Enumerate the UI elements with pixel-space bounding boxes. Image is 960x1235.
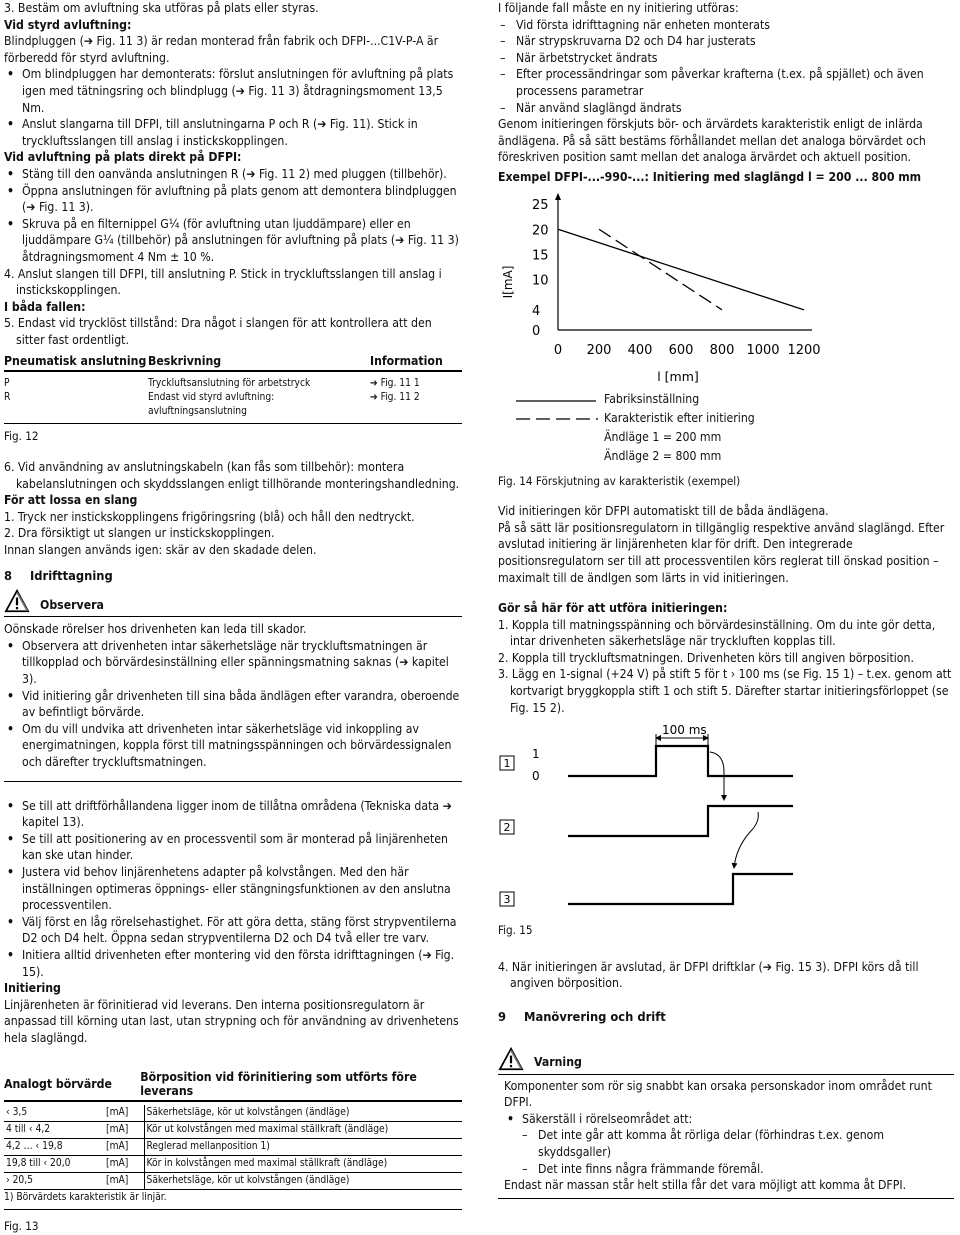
section-title: Manövrering och drift: [524, 1010, 666, 1026]
caution-box: [4, 589, 462, 781]
table-row: [4, 1105, 462, 1122]
table-cell: [mA]: [104, 1122, 144, 1139]
section-8-heading: [4, 569, 462, 586]
styrd-bullet: • Om blindpluggen har demonterats: förslut anslutningen för avluftning på plats igen med tätningsring och blindplugg (➔ Fig. 11 3) åtdragningsmoment 13,5 Nm.: [4, 66, 462, 116]
section-9-heading: [498, 1010, 954, 1027]
example-title: Exempel DFPI-...-990-...: Initiering med slaglängd l = 200 ... 800 mm: [498, 169, 922, 184]
step-4: 4. Anslut slangen till DFPI, till anslutning P. Stick in tryckluftsslangen till anslag i instickskopplingen.: [4, 266, 442, 298]
step-6: 6. Vid användning av anslutningskabeln (kan fås som tillbehör): montera kabelanslutningen och skyddsslangen enligt tillhörande monteringshandledning.: [4, 460, 460, 491]
section-number: 9: [498, 1010, 507, 1026]
table-header: Börposition vid förinitiering som utförts före leverans: [140, 1068, 462, 1101]
x-tick-label: 200: [586, 342, 612, 358]
howto-step: 1. Koppla till matningsspänning och börvärdesinställning. Om du inte gör detta, intar drivenheten säkerhetsläge när tryckluften kopplas till.: [498, 617, 936, 649]
x-tick-label: 1200: [787, 342, 821, 358]
caution-header: [4, 589, 462, 617]
table-cell: 4,2 … ‹ 19,8: [4, 1139, 104, 1156]
plats-bullet: • Skruva på en filternippel G¼ (för avluftning utan ljuddämpare) eller en ljuddämpare G¼ (tillbehör) på anslutningen för avluftning på plats (➔ Fig. 11 3) åtdragningsmoment 4 Nm ± 10 %.: [4, 216, 462, 266]
level-1-label: 1: [532, 747, 540, 762]
para-learn: På så sätt lär positionsregulatorn in tillgänglig respektive använd slaglängd. Efter avslutad initiering är linjärenheten klar för drift. Den integrerade positionsregulatorn ser till att processventilen körs reglerat till önskad position – maximalt till de ändlgen som lärts in vid initieringen.: [498, 520, 945, 585]
table-cell: [mA]: [104, 1173, 144, 1190]
caution-bullet: • Om du vill undvika att drivenheten intar säkerhetsläge vid inkoppling av energimatningen, koppla först till matningsspänningen och börvärdessignalen och därefter tryckluftsmatningen.: [4, 721, 462, 781]
loosen-step: 2. Dra försiktigt ut slangen ur instickskopplingen.: [4, 526, 275, 541]
styrd-title: Vid styrd avluftning:: [4, 17, 132, 32]
reinit-intro: I följande fall måste en ny initiering utföras:: [498, 1, 739, 15]
loosen-title: För att lossa en slang: [4, 493, 138, 508]
table-cell: Kör ut kolvstången med maximal ställkraft (ändläge): [144, 1122, 462, 1139]
right-column: [498, 0, 954, 1199]
caution-bullet: • Vid initiering går drivenheten till sina båda ändlägen efter varandra, oberoende av befintligt börvärde.: [4, 688, 462, 721]
table-row: [4, 391, 462, 424]
table-cell: Endast vid styrd avluftning: avluftningsanslutning: [148, 392, 275, 418]
fig13-rows: [4, 1105, 462, 1190]
y-axis-label: I[mA]: [501, 265, 515, 298]
section-number: 8: [4, 568, 13, 584]
reinit-item: – När använd slaglängd ändrats: [498, 100, 954, 117]
row-label: 1: [503, 757, 511, 771]
table-header: Analogt börvärde: [4, 1068, 140, 1101]
para-karakteristik: Genom initieringen förskjuts bör- och ärvärdets karakteristik enligt de inlärda ändlägena. På så sätt bestäms förhållandet mellan det analoga börvärdet och föreskriven position samt mellan det analoga ärvärdet och aktuell position.: [498, 117, 926, 165]
fig14-chart: [498, 192, 828, 387]
row-label: 3: [503, 893, 511, 907]
y-tick-label: 0: [532, 323, 541, 339]
table-cell: Kör in kolvstången med maximal ställkraft (ändläge): [144, 1156, 462, 1173]
setup-bullet: • Välj först en låg rörelsehastighet. För att göra detta, stäng först strypventilerna D2 och D4 helt. Öppna sedan strypventilerna D2 och D4 två eller tre varv.: [4, 914, 462, 947]
fig15-caption: Fig. 15: [498, 923, 533, 938]
row-label: 2: [503, 821, 511, 835]
table-cell: P: [4, 378, 10, 390]
reinit-item: – När ärbetstrycket ändrats: [498, 50, 954, 67]
table-cell: Reglerad mellanposition 1): [144, 1139, 462, 1156]
both-title: I båda fallen:: [4, 299, 86, 314]
warning-triangle-icon: [4, 589, 30, 613]
fig13-footnote: 1) Börvärdets karakteristik är linjär.: [4, 1192, 167, 1204]
loosen-step: 1. Tryck ner instickskopplingens frigöringsring (blå) och håll den nedtryckt.: [4, 509, 415, 524]
table-cell: ➔ Fig. 11 2: [370, 392, 420, 404]
table-row: [4, 1139, 462, 1156]
fig15-timing-diagram: [498, 722, 798, 922]
table-cell: Säkerhetsläge, kör ut kolvstången (ändläge): [144, 1105, 462, 1122]
table-cell: 4 till ‹ 4,2: [4, 1122, 104, 1139]
table-row: [4, 1173, 462, 1190]
chart-legend: [498, 391, 954, 471]
loosen-note: Innan slangen används igen: skär av den skadade delen.: [4, 543, 317, 558]
plats-bullet: • Öppna anslutningen för avluftning på plats genom att demontera blindpluggen (➔ Fig. 11 3).: [4, 183, 462, 216]
left-column: [4, 0, 462, 1235]
table-row: [4, 377, 462, 391]
section-title: Idrifttagning: [30, 568, 113, 584]
warning-header: [498, 1047, 954, 1075]
caution-bullet: • Observera att drivenheten intar säkerhetsläge när tryckluftsmatningen är tillkopplad och börvärdesinställning eller spänningsmatning saknas (➔ kapitel 3).: [4, 638, 462, 688]
step-4-right: 4. När initieringen är avslutad, är DFPI driftklar (➔ Fig. 15 3). DFPI körs då till angiven börposition.: [498, 959, 919, 991]
x-tick-label: 800: [709, 342, 735, 358]
y-tick-label: 4: [532, 303, 541, 319]
table-row: [4, 1122, 462, 1139]
table-cell: [mA]: [104, 1105, 144, 1122]
y-tick-label: 15: [532, 247, 549, 263]
link-arrow: [734, 812, 758, 868]
legend-solid-label: Fabriksinställning: [604, 391, 700, 406]
warning-box: [498, 1047, 954, 1199]
step-3: 3. Bestäm om avluftning ska utföras på plats eller styras.: [4, 1, 319, 15]
setup-bullet: • Initiera alltid drivenheten efter montering vid den första idrifttagningen (➔ Fig. 15).: [4, 947, 462, 980]
table-header: Beskrivning: [148, 352, 370, 371]
plats-title: Vid avluftning på plats direkt på DFPI:: [4, 150, 242, 165]
setup-bullet: • Se till att driftförhållandena ligger inom de tillåtna områdena (Tekniska data ➔ kapitel 13).: [4, 798, 462, 831]
signal-3: [568, 874, 793, 904]
table-header: Pneumatisk anslutning: [4, 352, 148, 371]
reinit-item: – När strypskruvarna D2 och D4 har justerats: [498, 33, 954, 50]
init-text: Linjärenheten är förinitierad vid leverans. Den interna positionsregulatorn är anpassad till körning utan last, utan strypning och för användning av drivenhetens hela slaglängd.: [4, 997, 459, 1045]
y-tick-label: 20: [532, 222, 549, 238]
table-cell: 19,8 till ‹ 20,0: [4, 1156, 104, 1173]
howto-step: 3. Lägg en 1-signal (+24 V) på stift 5 för t › 100 ms (se Fig. 15 1) – t.ex. genom att kortvarigt bryggkoppla stift 1 och stift 5. Därefter startar initieringsförloppet (se Fig. 15 2).: [498, 667, 952, 715]
warning-title: Varning: [534, 1055, 582, 1070]
table-cell: [mA]: [104, 1139, 144, 1156]
table-cell: ‹ 3,5: [4, 1105, 104, 1122]
warning-dash: – Det inte finns några främmande föremål.: [520, 1161, 948, 1178]
y-tick-label: 10: [532, 273, 549, 289]
series-line-dashed: [599, 229, 722, 310]
table-cell: Tryckluftsanslutning för arbetstryck: [148, 378, 311, 390]
fig13-table: [4, 1068, 462, 1105]
reinit-item: – Vid första idrifttagning när enheten monterats: [498, 17, 954, 34]
step-5: 5. Endast vid trycklöst tillstånd: Dra något i slangen för att kontrollera att den sitter fast ordentligt.: [4, 316, 432, 347]
howto-step: 2. Koppla till tryckluftsmatningen. Drivenheten körs till angiven börposition.: [498, 650, 914, 665]
init-title: Initiering: [4, 981, 61, 996]
y-tick-label: 25: [532, 197, 549, 213]
x-tick-label: 0: [553, 342, 563, 358]
signal-2: [568, 806, 793, 836]
y-axis-arrow: [555, 193, 561, 200]
x-tick-label: 600: [668, 342, 694, 358]
setup-bullet: • Justera vid behov linjärenhetens adapter på kolvstången. Med den här inställningen optimeras öppnings- eller stängningsfunktionen av den anslutna processventilen.: [4, 864, 462, 914]
legend-end1: Ändläge 1 = 200 mm: [604, 429, 722, 444]
x-tick-label: 1000: [746, 342, 780, 358]
warning-text: Komponenter som rör sig snabbt kan orsaka personskador inom området runt DFPI.: [504, 1078, 932, 1110]
signal-1: [568, 746, 793, 776]
fig13-caption: Fig. 13: [4, 1219, 39, 1234]
setup-bullet: • Se till att positionering av en processventil som är monterad på linjärenheten kan ske utan hinder.: [4, 831, 462, 864]
warning-bullet: • Säkerställ i rörelseområdet att:: [504, 1111, 948, 1128]
caution-intro: Oönskade rörelser hos drivenheten kan leda till skador.: [4, 622, 307, 637]
warning-end: Endast när massan står helt stilla får det vara möjligt att komma åt DFPI.: [504, 1178, 907, 1193]
reinit-item: – Efter processändringar som påverkar krafterna (t.ex. på spjället) och även processens parametrar: [498, 66, 954, 99]
legend-lines: [516, 397, 616, 437]
table-cell: R: [4, 392, 11, 404]
howto-title: Gör så här för att utföra initieringen:: [498, 601, 728, 616]
timing-100ms-label: 100 ms: [662, 723, 707, 738]
table-row: [4, 1156, 462, 1173]
plats-bullet: • Stäng till den oanvända anslutningen R (➔ Fig. 11 2) med pluggen (tillbehör).: [4, 166, 462, 183]
para-auto: Vid initieringen kör DFPI automatiskt till de båda ändlägena.: [498, 504, 829, 519]
table-cell: [mA]: [104, 1156, 144, 1173]
table-cell: ➔ Fig. 11 1: [370, 378, 420, 390]
series-line-solid: [558, 229, 804, 310]
fig12-caption: Fig. 12: [4, 429, 39, 444]
x-tick-label: 400: [627, 342, 653, 358]
fig14-caption: Fig. 14 Förskjutning av karakteristik (exempel): [498, 473, 741, 488]
legend-end2: Ändläge 2 = 800 mm: [604, 448, 722, 463]
warning-dash: – Det inte går att komma åt rörliga delar (förhindras t.ex. genom skyddsgaller): [520, 1127, 948, 1160]
caution-title: Observera: [40, 597, 104, 612]
table-cell: Säkerhetsläge, kör ut kolvstången (ändläge): [144, 1173, 462, 1190]
x-axis-label: l [mm]: [657, 368, 699, 384]
level-0-label: 0: [532, 769, 540, 784]
table-header: Information: [370, 352, 462, 371]
styrd-bullet: • Anslut slangarna till DFPI, till anslutningarna P och R (➔ Fig. 11). Stick in tryckluftsslangen till anslag i instickskopplingen.: [4, 116, 462, 149]
warning-triangle-icon: [498, 1047, 524, 1071]
fig12-table: [4, 352, 462, 424]
legend-dashed-label: Karakteristik efter initiering: [604, 410, 755, 425]
table-cell: › 20,5: [4, 1173, 104, 1190]
styrd-text: Blindpluggen (➔ Fig. 11 3) är redan monterad från fabrik och DFPI-...C1V-P-A är förberedd för styrd avluftning.: [4, 34, 439, 65]
